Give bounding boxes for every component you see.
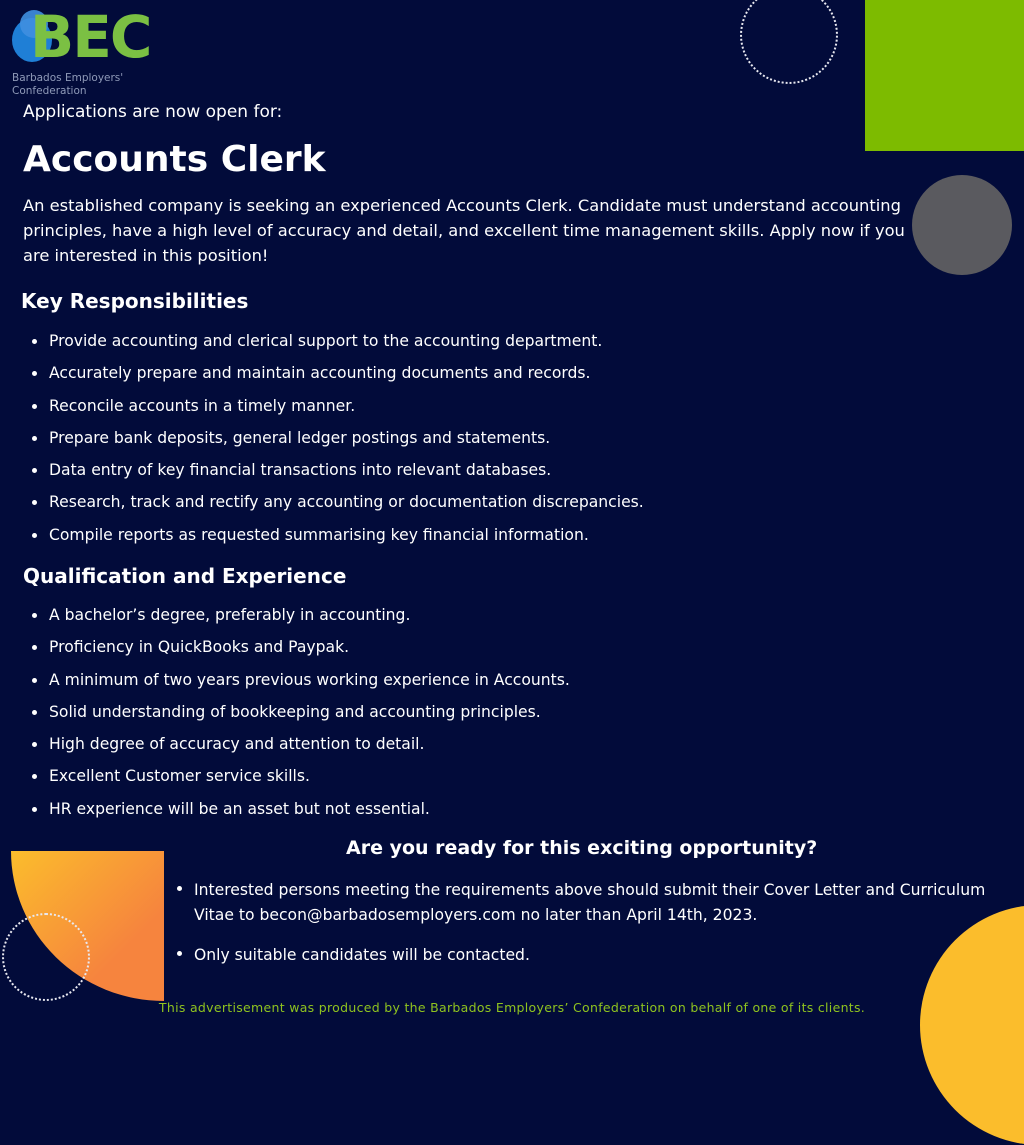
- list-item: Excellent Customer service skills.: [23, 766, 903, 798]
- logo-org-name: [12, 72, 123, 98]
- list-item: HR experience will be an asset but not essential.: [23, 799, 903, 831]
- list-item: Research, track and rectify any accounting or documentation discrepancies.: [23, 492, 903, 524]
- job-summary: An established company is seeking an experienced Accounts Clerk. Candidate must understand accounting principles, have a high level of accuracy and detail, and excellent time management skills. Apply now if you are interested in this position!: [23, 196, 905, 265]
- green-square-decoration: [865, 0, 1024, 151]
- job-title: Accounts Clerk: [23, 139, 326, 180]
- list-item: High degree of accuracy and attention to detail.: [23, 734, 903, 766]
- bec-logo: [10, 3, 151, 98]
- cta-heading: Are you ready for this exciting opportunity?: [346, 837, 818, 859]
- qualifications-heading: Qualification and Experience: [23, 564, 347, 588]
- list-item: Only suitable candidates will be contacted.: [168, 943, 1008, 968]
- logo-mark: [10, 3, 151, 71]
- list-item: A minimum of two years previous working experience in Accounts.: [23, 670, 903, 702]
- list-item: Accurately prepare and maintain accounting documents and records.: [23, 363, 903, 395]
- list-item: A bachelor’s degree, preferably in accounting.: [23, 605, 903, 637]
- qualifications-list: [23, 605, 903, 831]
- logo-org-line1: Barbados Employers': [12, 72, 124, 84]
- application-instructions-list: [168, 878, 1008, 968]
- list-item: Proficiency in QuickBooks and Paypak.: [23, 637, 903, 669]
- list-item: Reconcile accounts in a timely manner.: [23, 396, 903, 428]
- list-item: Data entry of key financial transactions into relevant databases.: [23, 460, 903, 492]
- list-item: Provide accounting and clerical support to the accounting department.: [23, 331, 903, 363]
- responsibilities-list: [23, 331, 903, 557]
- list-item: Solid understanding of bookkeeping and accounting principles.: [23, 702, 903, 734]
- logo-letters: BEC: [30, 3, 151, 71]
- dotted-circle-decoration: [740, 0, 838, 84]
- responsibilities-heading: Key Responsibilities: [21, 289, 249, 313]
- dotted-circle-decoration: [2, 913, 90, 1001]
- footer-disclaimer: This advertisement was produced by the Barbados Employers’ Confederation on behalf of one of its clients.: [158, 1000, 866, 1015]
- list-item: Interested persons meeting the requirements above should submit their Cover Letter and Curriculum Vitae to becon@barbadosemployers.com no later than April 14th, 2023.: [168, 878, 1008, 943]
- list-item: Compile reports as requested summarising key financial information.: [23, 525, 903, 557]
- logo-org-line2: Confederation: [12, 85, 87, 97]
- grey-circle-decoration: [912, 175, 1012, 275]
- intro-text: Applications are now open for:: [23, 102, 283, 122]
- list-item: Prepare bank deposits, general ledger postings and statements.: [23, 428, 903, 460]
